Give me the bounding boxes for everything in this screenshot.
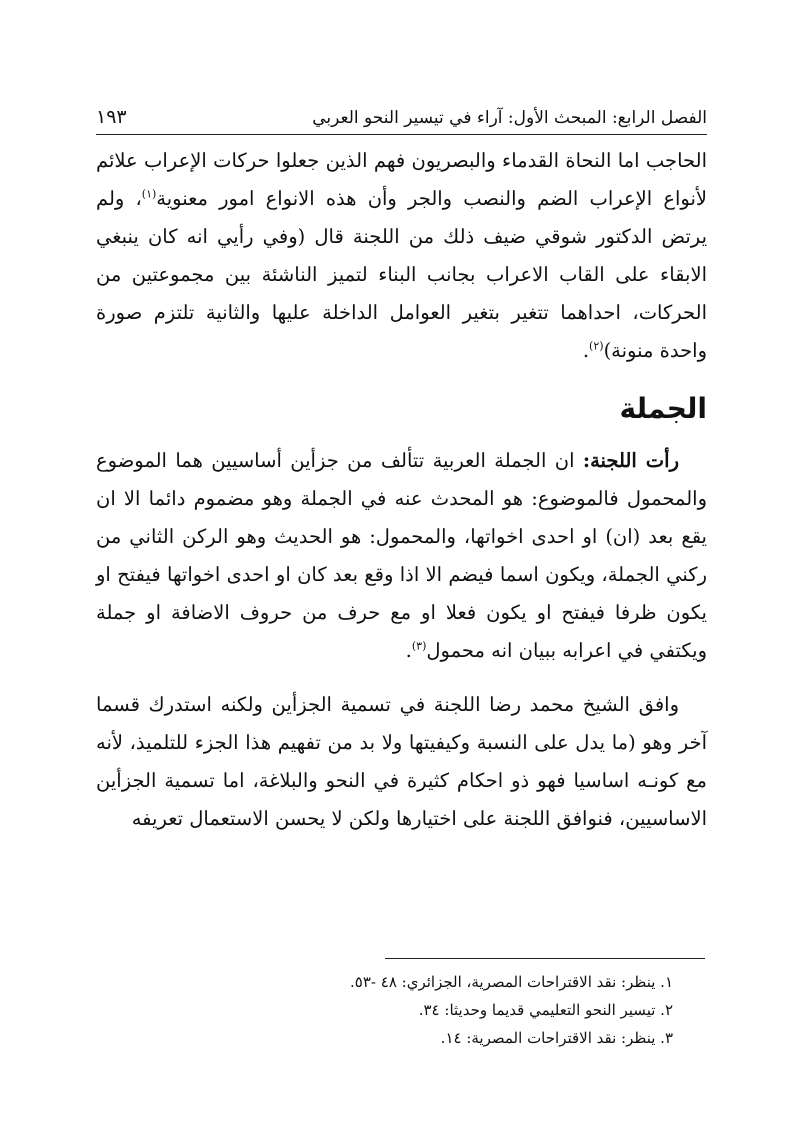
footnote-rule <box>385 958 705 959</box>
paragraph <box>96 686 707 838</box>
footnote-ref: (٢) <box>589 339 604 353</box>
page-header <box>96 92 707 128</box>
header-rule <box>96 134 707 135</box>
main-text <box>96 142 707 838</box>
paragraph-text: . <box>582 339 590 362</box>
footnote-ref: (١) <box>141 187 157 201</box>
footnote: ٢. تيسير النحو التعليمي قديما وحديثا: ٣٤. <box>418 1001 673 1019</box>
footnote-ref: (٣) <box>411 639 427 653</box>
section-heading: الجملة <box>619 392 707 425</box>
paragraph-text: . <box>405 639 412 662</box>
paragraph <box>96 142 707 370</box>
paragraph-text: الحاجب اما النحاة القدماء والبصريون فهم الذين جعلوا حركات الإعراب علائم لأنواع الإعراب الضم والنصب والجر وأن هذه الانواع امور معنوية <box>96 149 707 210</box>
page-number: ١٩٣ <box>96 106 127 128</box>
footnote: ١. ينظر: نقد الاقتراحات المصرية، الجزائري: ٤٨ -٥٣. <box>350 973 673 991</box>
paragraph <box>96 442 707 670</box>
paragraph-text: ، ولم يرتض الدكتور شوقي ضيف ذلك من اللجنة قال (وفي رأيي انه كان ينبغي الابقاء على القاب الاعراب بجانب البناء لتميز الناشئة بين مجموعتين من الحركات، احداهما تتغير بتغير العوامل الداخلة عليها والثانية تلتزم صورة واحدة منونة) <box>96 187 707 362</box>
paragraph-text: ان الجملة العربية تتألف من جزأين أساسيين هما الموضوع والمحمول فالموضوع: هو المحدث عنه في الجملة وهو مضموم دائما الا ان يقع بعد (ان) او احدى اخواتها، والمحمول: هو الحديث وهو الركن الثاني من ركني الجملة، ويكون اسما فيضم الا اذا وقع بعد كان او احدى اخواتها فيفتح او يكون ظرفا فيفتح او يكون فعلا او مع حرف من حروف الاضافة او جملة ويكتفي في اعرابه ببيان انه محمول <box>96 449 707 662</box>
running-title: الفصل الرابع: المبحث الأول: آراء في تيسير النحو العربي <box>312 108 707 128</box>
footnote: ٣. ينظر: نقد الاقتراحات المصرية: ١٤. <box>440 1029 673 1047</box>
paragraph-lead: رأت اللجنة: <box>582 449 679 472</box>
paragraph-text: وافق الشيخ محمد رضا اللجنة في تسمية الجزأين ولكنه استدرك قسما آخر وهو (ما يدل على النسبة وكيفيتها ولا بد من تفهيم هذا الجزء للتلميذ، لأنه مع كونـه اساسيا فهو ذو احكام كثيرة في النحو والبلاغة، اما تسمية الجزأين الاساسيين، فنوافق اللجنة على اختيارها ولكن لا يحسن الاستعمال تعريفه <box>96 693 707 830</box>
footnotes <box>96 968 673 1052</box>
